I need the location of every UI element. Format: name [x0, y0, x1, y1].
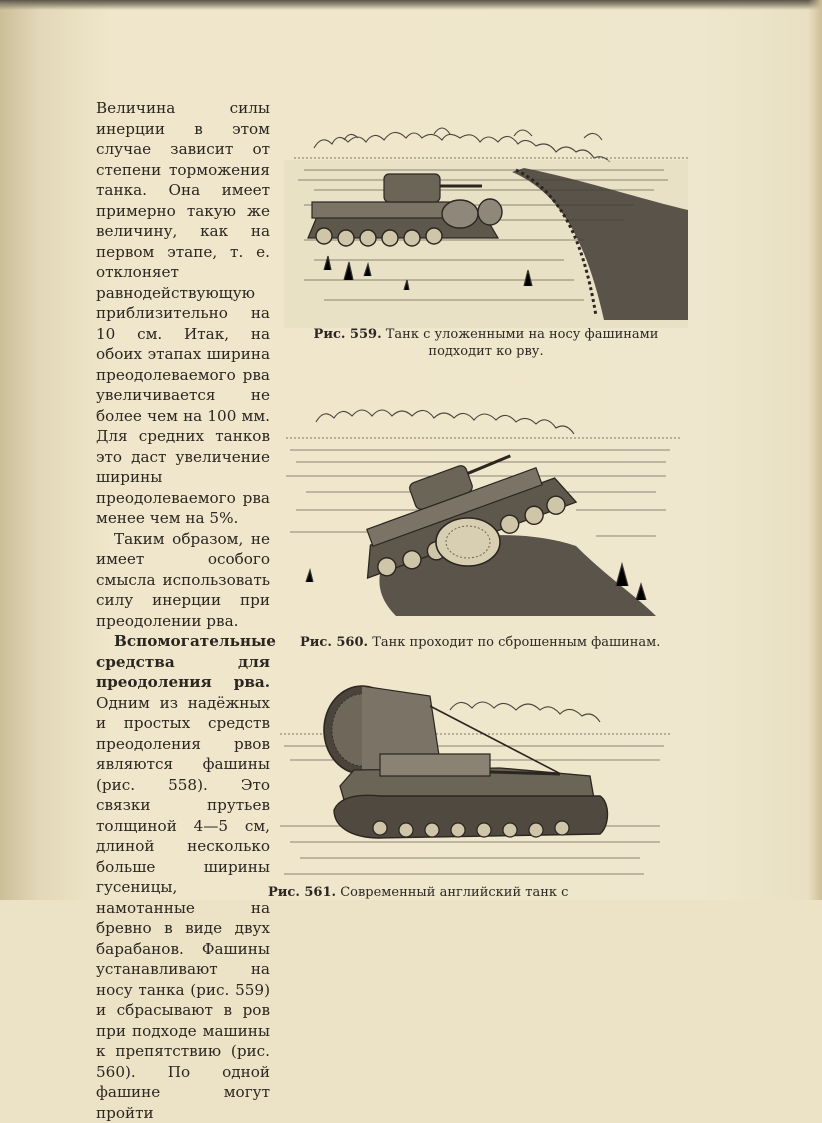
figure-559-caption	[284, 326, 688, 360]
figure-561	[270, 676, 670, 886]
section-heading: Вспомогательные средства для преодоления рва.	[96, 632, 276, 691]
figure-560-caption	[300, 634, 680, 651]
paragraph-conclusion: Таким образом, не имеет особого смысла использовать силу инерции при преодолении рва.	[96, 529, 270, 630]
figure-561-caption	[268, 884, 688, 901]
paragraph-inertia: Величина силы инерции в этом случае зависит от степени торможения танка. Она имеет примерно такую же величину, как на первом этапе, т. е. отклоняет равнодействующую приблизительно на 10 см. Итак, на обоих этапах ширина преодолеваемого рва увеличивается не более чем на 100 мм. Для средних танков это даст увеличение ширины преодолеваемого рва менее чем на 5%.	[96, 99, 270, 527]
figure-559-text: Танк с уложенными на носу фашинами подходит ко рву.	[385, 327, 659, 359]
paragraph-fascines	[96, 631, 276, 1123]
figure-561-number: Рис. 561.	[268, 885, 337, 900]
page-top-shadow	[0, 0, 822, 10]
body-text-column	[96, 98, 276, 1123]
paragraph-fascines-text: Одним из надёжных и простых средств преодоления рвов являются фашины (рис. 558). Это связки прутьев толщиной 4—5 см, длиной несколько больше ширины гусеницы, намотанные на бревно в виде двух барабанов. Фашины устанавливают на носу танка (рис. 559) и сбрасывают в ров при подходе машины к препятствию (рис. 560). По одной фашине могут пройти	[96, 693, 270, 1122]
page-edge	[808, 0, 822, 900]
figure-559-number: Рис. 559.	[313, 327, 382, 342]
figure-559-illustration	[284, 110, 688, 328]
figure-560-number: Рис. 560.	[300, 635, 369, 650]
figure-561-illustration	[270, 676, 670, 886]
figure-561-text: Современный английский танк с	[340, 885, 569, 900]
figure-560-illustration	[276, 386, 682, 626]
figure-560	[276, 386, 682, 626]
figure-559	[284, 110, 688, 328]
figure-560-text: Танк проходит по сброшенным фашинам.	[372, 635, 661, 650]
